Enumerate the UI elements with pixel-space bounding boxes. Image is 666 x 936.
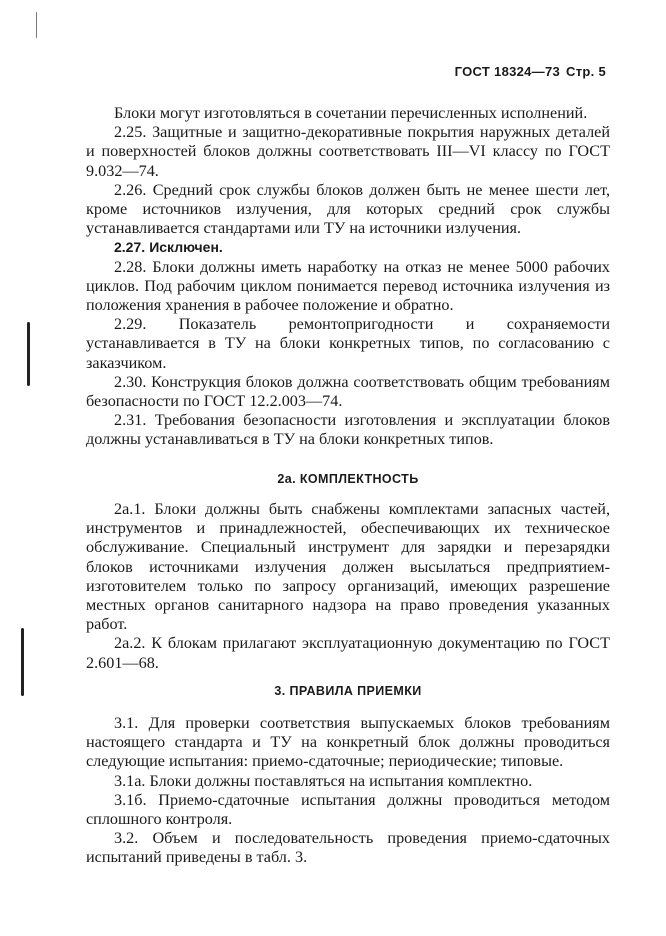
- paragraph: Блоки могут изготовляться в сочетании перечисленных исполнений.: [114, 104, 588, 122]
- paragraph: 2.25. Защитные и защитно-декоративные покрытия наружных деталей и поверхностей блоков должны соответствовать III—VI классу по ГОСТ 9.032—74.: [86, 123, 610, 180]
- paragraph: 3.1б. Приемо-сдаточные испытания должны проводиться методом сплошного контроля.: [86, 790, 610, 829]
- revision-mark: [27, 322, 30, 386]
- corner-mark: [36, 12, 37, 38]
- standard-number: ГОСТ 18324—73: [454, 64, 561, 79]
- paragraph: 2а.1. Блоки должны быть снабжены комплектами запасных частей, инструментов и принадлежностей, обеспечивающих их техническое обслуживание. Специальный инструмент для зарядки и перезарядки блоков источниками излучения должен высылаться предприятием-изготовителем только по запросу организаций, имеющих разрешение местных органов санитарного надзора на право проведения указанных работ.: [86, 500, 610, 634]
- requirements-block: [86, 104, 610, 450]
- excluded-label: Исключен.: [149, 239, 223, 256]
- paragraph: 2.30. Конструкция блоков должна соответствовать общим требованиям безопасности по ГОСТ 12.2.003—74.: [86, 372, 610, 411]
- section-heading-3: 3. ПРАВИЛА ПРИЕМКИ: [274, 684, 422, 698]
- page-header: [455, 64, 606, 79]
- section-2a-body: [86, 500, 610, 673]
- paragraph: 2а.2. К блокам прилагают эксплуатационную документацию по ГОСТ 2.601—68.: [86, 634, 610, 672]
- excluded-number: 2.27.: [114, 239, 146, 256]
- paragraph: 3.1. Для проверки соответствия выпускаемых блоков требованиям настоящего стандарта и ТУ на конкретный блок должны проводиться следующие испытания: приемо-сдаточные; периодические; типовые.: [86, 714, 610, 771]
- paragraph: 2.29. Показатель ремонтопригодности и сохраняемости устанавливается в ТУ на блоки конкретных типов, по согласованию с заказчиком.: [86, 315, 610, 372]
- section-3-body: [86, 714, 610, 868]
- paragraph-excluded: [86, 238, 610, 257]
- paragraph: 2.28. Блоки должны иметь наработку на отказ не менее 5000 рабочих циклов. Под рабочим циклом понимается перевод источника излучения из положения хранения в рабочее положение и обратно.: [86, 257, 610, 315]
- paragraph: 2.26. Средний срок службы блоков должен быть не менее шести лет, кроме источников излучения, для которых средний срок службы устанавливается стандартами или ТУ на источники излучения.: [86, 180, 610, 238]
- page-number: Стр. 5: [566, 64, 606, 79]
- paragraph: 2.31. Требования безопасности изготовления и эксплуатации блоков должны устанавливаться в ТУ на блоки конкретных типов.: [86, 411, 610, 449]
- section-heading-2a: 2а. КОМПЛЕКТНОСТЬ: [277, 472, 419, 486]
- paragraph: 3.1а. Блоки должны поставляться на испытания комплектно.: [114, 771, 533, 790]
- paragraph: 3.2. Объем и последовательность проведения приемо-сдаточных испытаний приведены в табл. 3.: [86, 829, 610, 867]
- revision-mark: [21, 628, 24, 696]
